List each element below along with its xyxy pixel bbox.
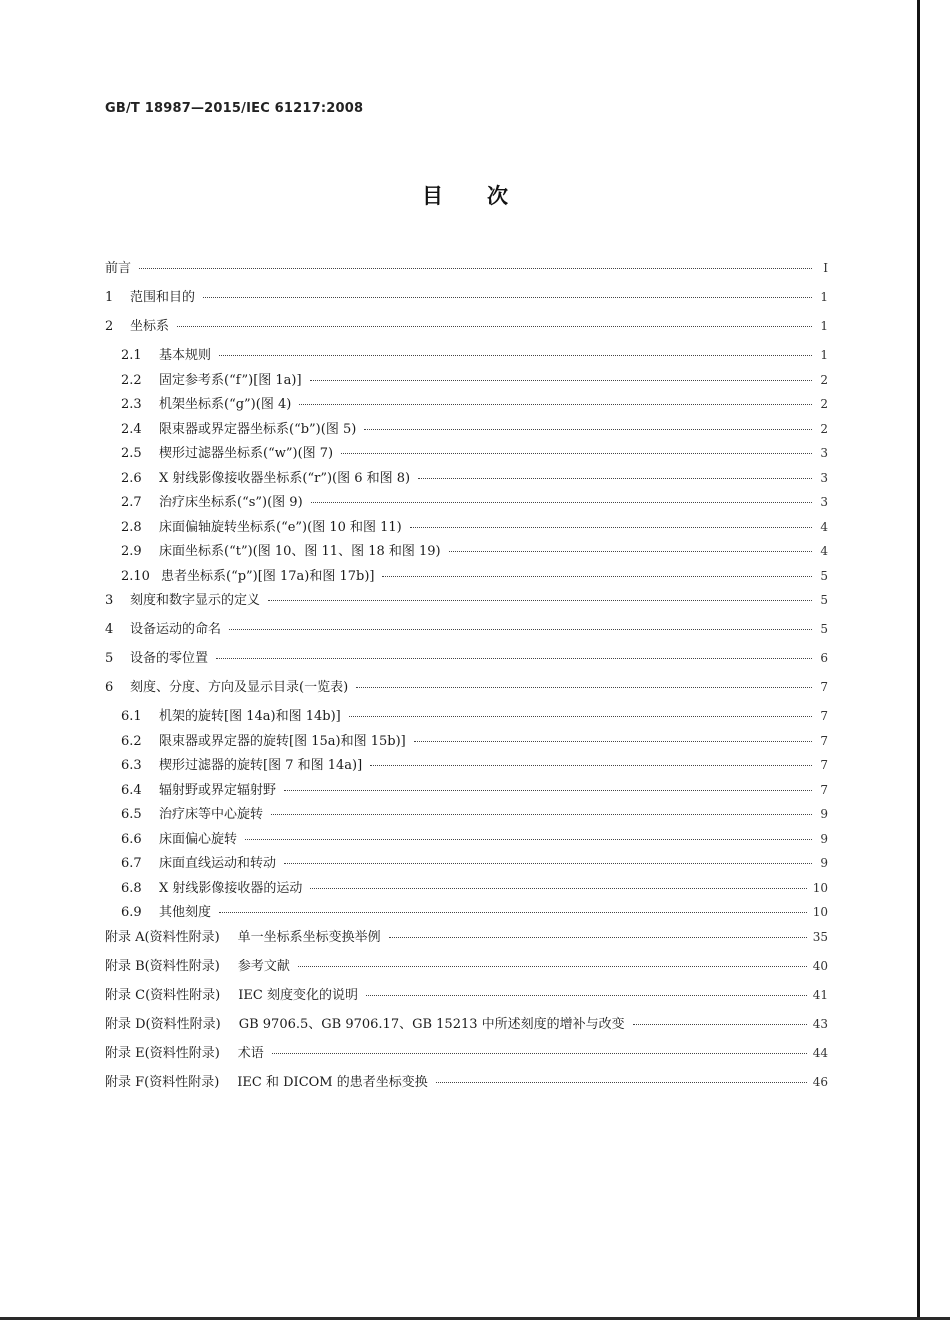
toc-entry[interactable] [105, 956, 828, 985]
toc-entry[interactable] [105, 706, 828, 731]
toc-entry-label: 机架坐标系(“g”)(图 4) [159, 397, 292, 412]
toc-entry-number: 6.9 [121, 905, 142, 920]
toc-entry[interactable] [105, 590, 828, 619]
toc-entry-page: 3 [820, 495, 828, 509]
toc-entry[interactable] [105, 345, 828, 370]
toc-entry-label: 床面坐标系(“t”)(图 10、图 11、图 18 和图 19) [159, 544, 441, 559]
toc-entry-label: 其他刻度 [159, 905, 212, 920]
toc-entry-page: 3 [820, 446, 828, 460]
toc-entry-number: 2.1 [121, 348, 142, 363]
toc-leader-dots [366, 994, 807, 996]
toc-entry-number: 2.5 [121, 446, 142, 461]
toc-entry-number: 附录 F(资料性附录) [105, 1074, 220, 1090]
toc-leader-dots [272, 1052, 807, 1054]
standard-header: GB/T 18987—2015/IEC 61217:2008 [105, 101, 364, 116]
toc-entry-number: 附录 E(资料性附录) [105, 1045, 220, 1061]
toc-entry[interactable] [105, 258, 828, 287]
toc-entry-number: 5 [105, 651, 114, 666]
toc-entry[interactable] [105, 780, 828, 805]
toc-entry-label: 刻度、分度、方向及显示目录(一览表) [130, 680, 349, 695]
toc-leader-dots [311, 501, 812, 503]
toc-entry-number: 6.7 [121, 856, 142, 871]
toc-entry-number: 1 [105, 290, 114, 305]
toc-entry-number: 2.8 [121, 519, 142, 535]
toc-leader-dots [414, 740, 812, 742]
toc-entry-page: 7 [820, 709, 828, 723]
toc-entry-label: X 射线影像接收器的运动 [159, 880, 303, 896]
toc-entry-number: 2.7 [121, 495, 142, 510]
toc-leader-dots [310, 887, 806, 889]
toc-entry-page: 6 [820, 651, 828, 665]
toc-entry-number: 6.6 [121, 831, 142, 847]
toc-entry-label: 前言 [105, 261, 132, 276]
toc-entry[interactable] [105, 804, 828, 829]
toc-entry-number: 附录 B(资料性附录) [105, 958, 220, 974]
toc-entry-page: Ⅰ [823, 261, 828, 275]
toc-entry-label: 楔形过滤器的旋转[图 7 和图 14a)] [159, 758, 363, 773]
toc-entry-page: 4 [820, 519, 828, 534]
toc-leader-dots [299, 403, 812, 405]
toc-leader-dots [410, 526, 812, 528]
toc-entry[interactable] [105, 677, 828, 706]
toc-entry-page: 7 [820, 733, 828, 748]
toc-entry-page: 4 [820, 544, 828, 558]
toc-leader-dots [216, 657, 812, 659]
toc-entry[interactable] [105, 419, 828, 444]
toc-entry-page: 40 [812, 958, 828, 973]
toc-leader-dots [418, 477, 812, 479]
page-title: 目次 [422, 184, 552, 208]
toc-entry-page: 7 [820, 758, 828, 772]
table-of-contents [105, 258, 828, 1101]
toc-entry[interactable] [105, 316, 828, 345]
toc-entry-number: 2.3 [121, 397, 142, 412]
toc-entry[interactable] [105, 287, 828, 316]
toc-leader-dots [284, 789, 812, 791]
toc-leader-dots [341, 452, 812, 454]
toc-entry-number: 6.1 [121, 709, 142, 724]
toc-entry[interactable] [105, 985, 828, 1014]
toc-entry-number: 4 [105, 622, 114, 637]
toc-entry[interactable] [105, 443, 828, 468]
toc-entry-number: 2 [105, 319, 114, 334]
toc-entry-page: 5 [820, 593, 828, 607]
toc-entry-label: 参考文献 [237, 958, 290, 974]
toc-entry[interactable] [105, 755, 828, 780]
toc-entry-label: 术语 [237, 1045, 264, 1061]
toc-entry-label: 机架的旋转[图 14a)和图 14b)] [159, 709, 341, 724]
toc-entry[interactable] [105, 566, 828, 591]
toc-entry-number: 6.5 [121, 807, 142, 822]
toc-entry-label: 范围和目的 [130, 290, 196, 305]
toc-entry-label: 床面偏心旋转 [159, 831, 238, 847]
toc-entry-number: 6.2 [121, 733, 142, 749]
toc-entry-number: 附录 C(资料性附录) [105, 987, 221, 1003]
toc-entry[interactable] [105, 878, 828, 903]
toc-entry[interactable] [105, 1014, 828, 1043]
toc-entry[interactable] [105, 1043, 828, 1072]
toc-entry-page: 5 [820, 622, 828, 636]
toc-entry-number: 6.8 [121, 880, 142, 896]
toc-entry[interactable] [105, 468, 828, 493]
toc-entry-label: 治疗床坐标系(“s”)(图 9) [159, 495, 303, 510]
toc-entry-number: 2.4 [121, 421, 142, 437]
toc-leader-dots [139, 267, 812, 269]
toc-leader-dots [219, 911, 807, 913]
toc-entry-label: 治疗床等中心旋转 [159, 807, 264, 822]
toc-entry-number: 2.2 [121, 372, 142, 388]
toc-entry-label: 床面偏轴旋转坐标系(“e”)(图 10 和图 11) [159, 519, 402, 535]
toc-entry-page: 41 [812, 987, 828, 1002]
toc-leader-dots [382, 575, 812, 577]
toc-entry-label: 刻度和数字显示的定义 [130, 593, 261, 608]
toc-entry-label: IEC 和 DICOM 的患者坐标变换 [237, 1074, 428, 1090]
toc-entry-page: 9 [820, 831, 828, 846]
toc-entry-page: 1 [820, 319, 828, 333]
toc-entry[interactable] [105, 927, 828, 956]
toc-entry-number: 附录 D(资料性附录) [105, 1016, 221, 1032]
toc-leader-dots [298, 965, 807, 967]
toc-entry-number: 6 [105, 680, 114, 695]
toc-entry-label: 楔形过滤器坐标系(“w”)(图 7) [159, 446, 334, 461]
toc-leader-dots [349, 715, 812, 717]
toc-entry-label: 限束器或界定器坐标系(“b”)(图 5) [159, 421, 357, 437]
toc-entry-number: 6.3 [121, 758, 142, 773]
toc-entry-label: 设备的零位置 [130, 651, 209, 666]
toc-leader-dots [310, 379, 812, 381]
toc-leader-dots [284, 862, 812, 864]
toc-entry-page: 2 [820, 372, 828, 387]
toc-entry-label: 坐标系 [130, 319, 170, 334]
toc-entry[interactable] [105, 853, 828, 878]
toc-entry[interactable] [105, 829, 828, 854]
toc-entry-label: 床面直线运动和转动 [159, 856, 277, 871]
toc-entry-number: 2.10 [121, 568, 150, 584]
toc-leader-dots [219, 354, 812, 356]
toc-leader-dots [436, 1081, 807, 1083]
toc-leader-dots [356, 686, 812, 688]
toc-entry-label: 基本规则 [159, 348, 212, 363]
toc-leader-dots [449, 550, 812, 552]
toc-entry[interactable] [105, 731, 828, 756]
toc-entry-label: 患者坐标系(“p”)[图 17a)和图 17b)] [161, 568, 375, 584]
toc-entry[interactable] [105, 619, 828, 648]
toc-entry[interactable] [105, 902, 828, 927]
toc-leader-dots [370, 764, 812, 766]
toc-leader-dots [389, 936, 807, 938]
toc-leader-dots [364, 428, 812, 430]
toc-entry[interactable] [105, 394, 828, 419]
toc-entry-page: 46 [812, 1074, 828, 1089]
toc-entry-label: GB 9706.5、GB 9706.17、GB 15213 中所述刻度的增补与改变 [238, 1016, 625, 1032]
toc-leader-dots [229, 628, 812, 630]
toc-entry[interactable] [105, 517, 828, 542]
toc-entry-page: 9 [820, 856, 828, 870]
toc-entry-page: 43 [812, 1016, 828, 1031]
toc-entry-label: 单一坐标系坐标变换举例 [237, 929, 381, 945]
toc-entry[interactable] [105, 492, 828, 517]
toc-leader-dots [271, 813, 812, 815]
toc-entry-page: 10 [812, 880, 828, 895]
toc-entry-page: 35 [812, 929, 828, 944]
toc-entry-number: 2.6 [121, 470, 142, 486]
toc-entry-label: 限束器或界定器的旋转[图 15a)和图 15b)] [159, 733, 406, 749]
toc-entry-number: 6.4 [121, 782, 142, 798]
toc-entry-page: 2 [820, 397, 828, 411]
toc-entry-label: X 射线影像接收器坐标系(“r”)(图 6 和图 8) [159, 470, 411, 486]
toc-entry-page: 1 [820, 348, 828, 362]
toc-leader-dots [203, 296, 812, 298]
toc-leader-dots [633, 1023, 807, 1025]
toc-leader-dots [268, 599, 812, 601]
toc-entry-label: 辐射野或界定辐射野 [159, 782, 277, 798]
toc-entry[interactable] [105, 1072, 828, 1101]
toc-entry-page: 10 [812, 905, 828, 919]
toc-entry-label: 设备运动的命名 [130, 622, 222, 637]
toc-entry-page: 1 [820, 290, 828, 304]
toc-entry-number: 3 [105, 593, 114, 608]
toc-entry-page: 5 [820, 568, 828, 583]
toc-entry-label: 固定参考系(“f”)[图 1a)] [159, 372, 302, 388]
toc-entry-page: 7 [820, 680, 828, 694]
toc-entry-number: 附录 A(资料性附录) [105, 929, 220, 945]
toc-entry-page: 2 [820, 421, 828, 436]
toc-entry[interactable] [105, 648, 828, 677]
toc-entry-page: 44 [812, 1045, 828, 1060]
toc-entry-number: 2.9 [121, 544, 142, 559]
toc-entry[interactable] [105, 541, 828, 566]
toc-entry-label: IEC 刻度变化的说明 [238, 987, 358, 1003]
toc-entry-page: 3 [820, 470, 828, 485]
toc-entry-page: 7 [820, 782, 828, 797]
toc-leader-dots [245, 838, 812, 840]
toc-entry[interactable] [105, 370, 828, 395]
toc-leader-dots [177, 325, 812, 327]
toc-entry-page: 9 [820, 807, 828, 821]
